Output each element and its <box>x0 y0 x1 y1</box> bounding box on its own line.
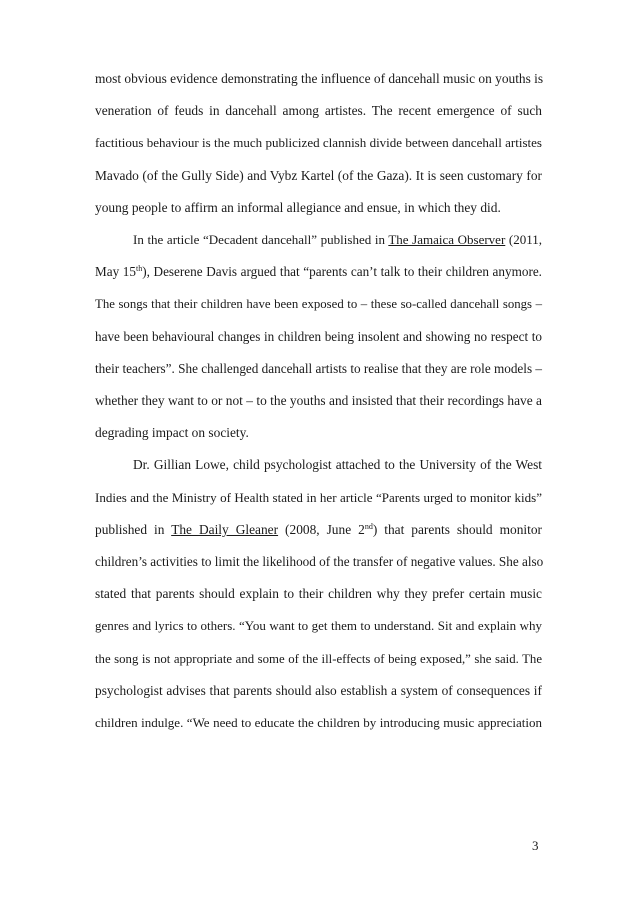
text-line: psychologist advises that parents should also establish a system of consequences if <box>95 683 542 698</box>
text-line: whether they want to or not – to the youths and insisted that their recordings have a <box>95 393 542 408</box>
text-line: degrading impact on society. <box>95 425 249 440</box>
text-line: veneration of feuds in dancehall among artistes. The recent emergence of such <box>95 103 542 118</box>
ordinal-suffix: nd <box>364 522 373 531</box>
text-line <box>95 264 542 280</box>
text-line: children’s activities to limit the likelihood of the transfer of negative values. She also <box>95 554 544 569</box>
text-segment: ), Deserene Davis argued that “parents can’t talk to their children anymore. <box>142 264 542 279</box>
ordinal-suffix: th <box>136 264 143 273</box>
newspaper-title: The Daily Gleaner <box>171 522 279 537</box>
text-segment: (2008, June 2 <box>278 522 365 537</box>
text-segment: May 15 <box>95 264 136 279</box>
text-line: Indies and the Ministry of Health stated in her article “Parents urged to monitor kids” <box>95 490 542 505</box>
text-line: their teachers”. She challenged dancehall artists to realise that they are role models – <box>95 361 542 376</box>
text-segment: In the article “Decadent dancehall” published in <box>133 232 389 247</box>
text-line: have been behavioural changes in children being insolent and showing no respect to <box>95 329 542 344</box>
text-line: factitious behaviour is the much publicized clannish divide between dancehall artistes <box>95 135 542 150</box>
text-line <box>133 232 542 248</box>
page-number: 3 <box>532 838 539 853</box>
text-segment: (2011, <box>505 232 542 247</box>
newspaper-title: The Jamaica Observer <box>388 232 506 247</box>
text-line: The songs that their children have been exposed to – these so-called dancehall songs – <box>95 297 542 311</box>
text-line: Dr. Gillian Lowe, child psychologist attached to the University of the West <box>133 457 542 472</box>
text-line: most obvious evidence demonstrating the influence of dancehall music on youths is <box>95 71 544 86</box>
text-line <box>95 522 542 538</box>
text-segment: ) that parents should monitor <box>372 522 543 537</box>
text-segment: published in <box>95 522 172 537</box>
text-line: genres and lyrics to others. “You want to get them to understand. Sit and explain why <box>95 618 542 633</box>
text-line: stated that parents should explain to their children why they prefer certain music <box>95 586 542 601</box>
text-line: Mavado (of the Gully Side) and Vybz Kartel (of the Gaza). It is seen customary for <box>95 168 542 183</box>
text-line: children indulge. “We need to educate the children by introducing music appreciation <box>95 715 542 730</box>
text-line: the song is not appropriate and some of the ill-effects of being exposed,” she said. The <box>95 652 542 666</box>
text-line: young people to affirm an informal allegiance and ensue, in which they did. <box>95 200 501 215</box>
